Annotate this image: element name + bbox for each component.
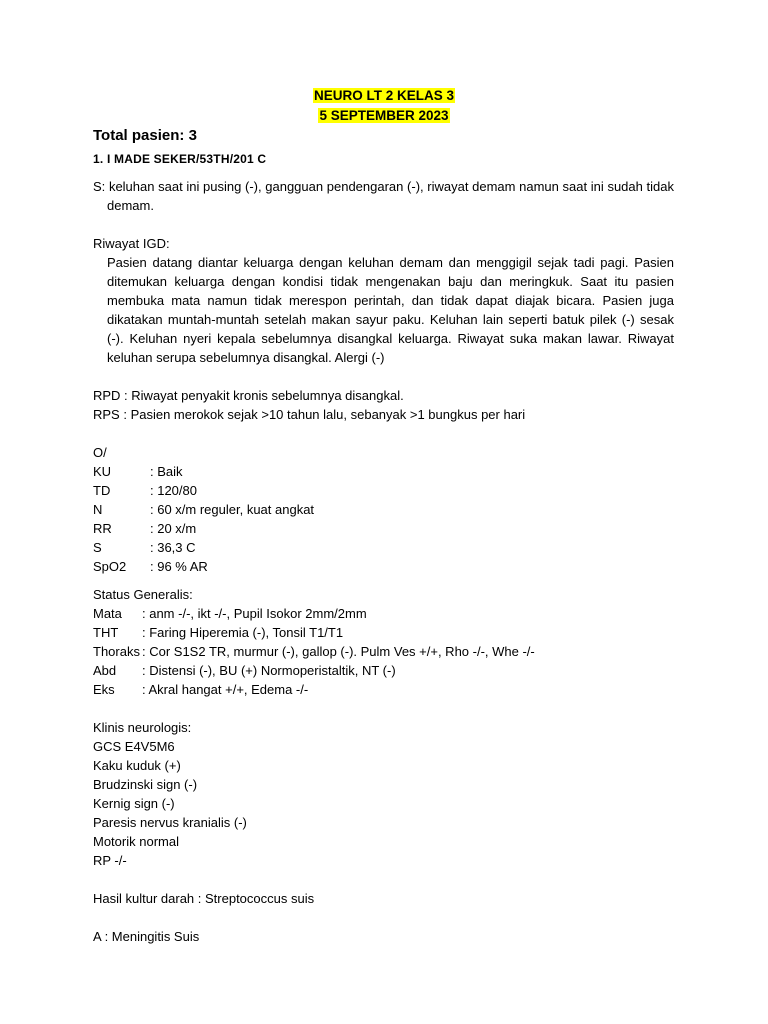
vital-value: : 96 % AR	[150, 559, 208, 574]
status-generalis-label: Status Generalis:	[93, 587, 193, 602]
status-label: THT	[93, 625, 119, 640]
status-label: Thoraks	[93, 644, 140, 659]
neuro-finding: Paresis nervus kranialis (-)	[93, 815, 247, 830]
status-value: : Distensi (-), BU (+) Normoperistaltik, NT (-)	[142, 663, 396, 678]
hasil-kultur-text: Hasil kultur darah : Streptococcus suis	[93, 891, 315, 906]
vital-label: RR	[93, 521, 112, 536]
vital-row	[93, 519, 674, 538]
vital-label: KU	[93, 464, 112, 479]
status-value: : anm -/-, ikt -/-, Pupil Isokor 2mm/2mm	[142, 606, 367, 621]
neuro-finding: Brudzinski sign (-)	[93, 777, 198, 792]
riwayat-igd-label: Riwayat IGD:	[93, 236, 170, 251]
vital-label: SpO2	[93, 559, 127, 574]
vital-row	[93, 462, 674, 481]
neuro-finding: GCS E4V5M6	[93, 739, 175, 754]
vital-label: TD	[93, 483, 111, 498]
status-value: : Akral hangat +/+, Edema -/-	[142, 682, 309, 697]
neuro-finding: Motorik normal	[93, 834, 179, 849]
vital-label: N	[93, 502, 103, 517]
rps-text: RPS : Pasien merokok sejak >10 tahun lalu, sebanyak >1 bungkus per hari	[93, 407, 526, 422]
vital-label: S	[93, 540, 102, 555]
neuro-finding: Kernig sign (-)	[93, 796, 175, 811]
status-row	[93, 623, 674, 642]
neuro-finding: Kaku kuduk (+)	[93, 758, 181, 773]
rpd-text: RPD : Riwayat penyakit kronis sebelumnya disangkal.	[93, 388, 404, 403]
status-row	[93, 661, 674, 680]
objective-label: O/	[93, 445, 107, 460]
document-body	[93, 126, 674, 946]
title-line-ward: NEURO LT 2 KELAS 3	[313, 88, 455, 103]
title-line-date: 5 SEPTEMBER 2023	[319, 108, 449, 123]
status-row	[93, 604, 674, 623]
status-label: Mata	[93, 606, 122, 621]
document-title	[0, 86, 768, 126]
vital-value: : 20 x/m	[150, 521, 197, 536]
vital-row	[93, 481, 674, 500]
status-label: Abd	[93, 663, 117, 678]
vital-value: : 36,3 C	[150, 540, 196, 555]
klinis-neurologis-label: Klinis neurologis:	[93, 720, 192, 735]
patient-heading: 1. I MADE SEKER/53TH/201 C	[93, 152, 267, 166]
vital-row	[93, 538, 674, 557]
vital-value: : 60 x/m reguler, kuat angkat	[150, 502, 315, 517]
status-row	[93, 642, 674, 661]
status-row	[93, 680, 674, 699]
vital-value: : Baik	[150, 464, 183, 479]
subjective-text: S: keluhan saat ini pusing (-), gangguan pendengaran (-), riwayat demam namun saat ini sudah tidak demam.	[93, 179, 674, 213]
total-patients: Total pasien: 3	[93, 127, 197, 144]
assessment-text: A : Meningitis Suis	[93, 929, 200, 944]
status-value: : Faring Hiperemia (-), Tonsil T1/T1	[142, 625, 344, 640]
status-label: Eks	[93, 682, 115, 697]
vital-value: : 120/80	[150, 483, 197, 498]
vital-row	[93, 500, 674, 519]
neuro-finding: RP -/-	[93, 853, 127, 868]
status-value: : Cor S1S2 TR, murmur (-), gallop (-). Pulm Ves +/+, Rho -/-, Whe -/-	[142, 644, 535, 659]
riwayat-igd-text: Pasien datang diantar keluarga dengan keluhan demam dan menggigil sejak tadi pagi. Pasien ditemukan keluarga dengan kondisi tidak mengenakan baju dan meringkuk. Saat itu pasien membuka mata namun tidak merespon perintah, dan tidak dapat diajak bicara. Pasien juga dikatakan muntah-muntah setelah makan sayur paku. Keluhan lain seperti batuk pilek (-) sesak (-). Keluhan nyeri kepala sebelumnya disangkal keluarga. Riwayat suka makan lawar. Riwayat keluhan serupa sebelumnya disangkal. Alergi (-)	[107, 255, 674, 365]
vital-row	[93, 557, 674, 576]
